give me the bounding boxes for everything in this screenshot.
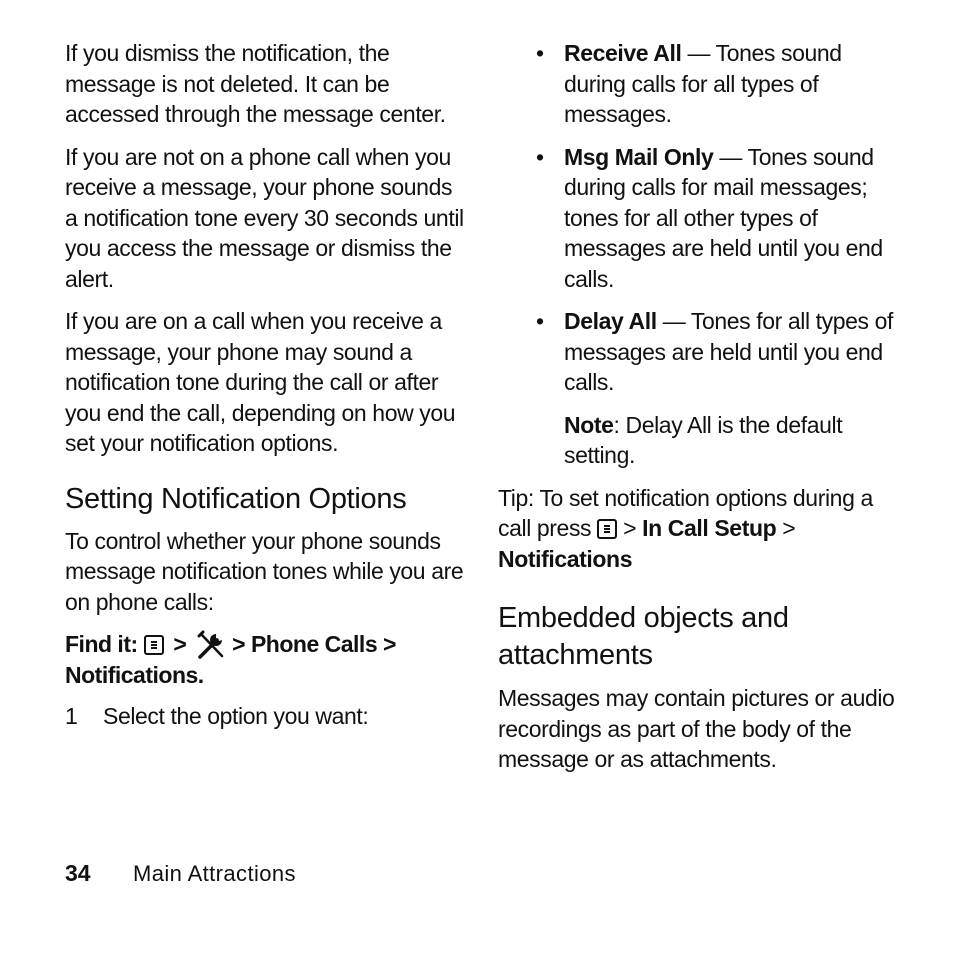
section-title: Main Attractions xyxy=(133,861,296,886)
path-separator: > xyxy=(173,631,187,657)
option-description: — Tones for all types of messages are held until you end calls. xyxy=(564,308,894,395)
heading-setting-notification-options: Setting Notification Options xyxy=(65,482,407,515)
find-it-path xyxy=(65,629,465,691)
bullet-icon: • xyxy=(536,143,544,170)
step-1 xyxy=(65,701,465,731)
list-item xyxy=(498,306,908,398)
list-item xyxy=(498,142,908,295)
bullet-icon: • xyxy=(536,40,544,66)
tip-notifications: Notifications xyxy=(498,545,633,572)
heading-embedded-objects: Embedded objects and attachments xyxy=(498,602,789,671)
tip-in-call-setup: In Call Setup xyxy=(642,515,777,541)
path-phone-calls: > Phone Calls > xyxy=(232,631,396,657)
option-term: Delay All xyxy=(564,308,657,334)
tip-separator: > xyxy=(617,515,643,541)
paragraph-control: To control whether your phone sounds message notification tones while you are on phone calls: xyxy=(65,527,464,615)
path-notifications: Notifications. xyxy=(65,662,204,688)
page-footer xyxy=(65,860,296,887)
tip-prefix: Tip: To set notification options during a call press xyxy=(498,484,873,541)
page-number: 34 xyxy=(65,860,91,886)
paragraph-dismiss: If you dismiss the notification, the message is not deleted. It can be accessed through the message center. xyxy=(65,40,446,127)
paragraph-not-on-call: If you are not on a phone call when you receive a message, your phone sounds a notification tone every 30 seconds until you access the message or dismiss the alert. xyxy=(65,143,464,292)
menu-key-icon xyxy=(597,519,617,539)
tip-separator: > xyxy=(776,515,796,541)
left-column xyxy=(65,38,465,731)
settings-tools-icon xyxy=(196,630,226,660)
find-it-label: Find it: xyxy=(65,631,138,657)
note-text: : Delay All is the default setting. xyxy=(564,411,843,468)
note-label: Note xyxy=(564,411,614,438)
step-text: Select the option you want: xyxy=(103,703,369,729)
note xyxy=(498,410,908,471)
step-number: 1 xyxy=(65,703,78,729)
option-term: Msg Mail Only xyxy=(564,143,714,170)
list-item xyxy=(498,38,908,130)
bullet-icon: • xyxy=(536,308,544,334)
menu-key-icon xyxy=(144,635,164,655)
option-description: — Tones sound during calls for all types of messages. xyxy=(564,40,842,127)
option-description: — Tones sound during calls for mail messages; tones for all other types of messages are held until you end calls. xyxy=(564,143,883,292)
option-list xyxy=(498,38,908,398)
option-term: Receive All xyxy=(564,40,682,66)
paragraph-embedded: Messages may contain pictures or audio recordings as part of the body of the message or as attachments. xyxy=(498,685,895,772)
right-column xyxy=(498,38,908,787)
tip xyxy=(498,483,908,575)
paragraph-on-call: If you are on a call when you receive a message, your phone may sound a notification tone during the call or after you end the call, depending on how you set your notification options. xyxy=(65,308,456,456)
